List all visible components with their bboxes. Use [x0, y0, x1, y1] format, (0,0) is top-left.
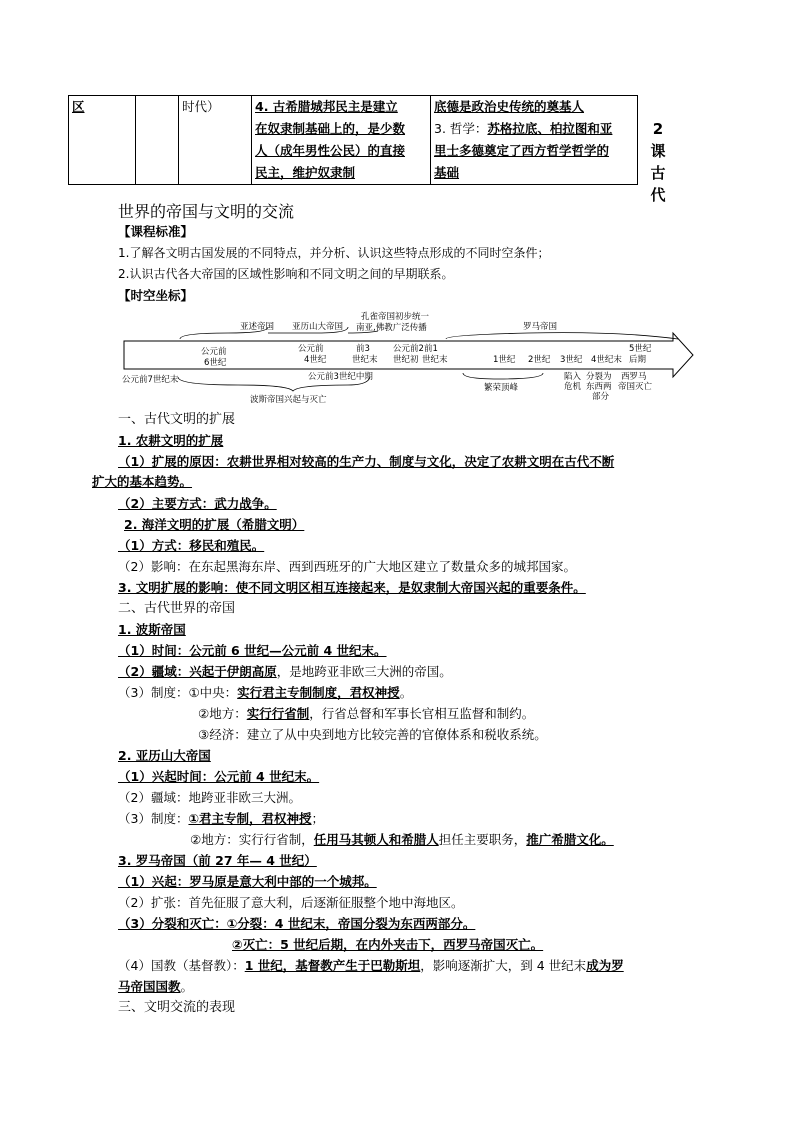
- timeline-label: 分裂为: [586, 372, 612, 382]
- timeline-label: 波斯帝国兴起与灭亡: [250, 395, 327, 405]
- body-line: [118, 956, 624, 976]
- text-span: 马帝国国教: [118, 979, 181, 994]
- side-title-char: 古: [650, 164, 666, 182]
- text-span: ，行省总督和军事长官相互监督和制约。: [309, 706, 535, 721]
- timeline-label: 陷入: [564, 372, 582, 382]
- text-span: ①君主专制，君权神授: [188, 811, 312, 826]
- timeline-label: 3世纪: [560, 355, 583, 365]
- body-line: 3. 文明扩展的影响：使不同文明区相互连接起来，是奴隶制大帝国兴起的重要条件。: [118, 580, 586, 595]
- side-title: [648, 118, 668, 206]
- timeline-label: 世纪末: [422, 355, 448, 365]
- body-line: （2）主要方式：武力战争。: [118, 496, 277, 511]
- page-title: 世界的帝国与文明的交流: [118, 202, 295, 221]
- timeline-label: 2世纪: [528, 355, 551, 365]
- body-line: （1）兴起时间：公元前 4 世纪末。: [118, 769, 320, 784]
- subsection-heading: 1. 农耕文明的扩展: [118, 433, 224, 448]
- side-title-char: 代: [650, 186, 666, 204]
- timeline-label: 世纪初: [393, 355, 419, 365]
- section-heading: 一、古代文明的扩展: [118, 412, 236, 427]
- text-span: ；: [311, 811, 325, 826]
- body-line: （3）分裂和灭亡：①分裂：4 世纪末，帝国分裂为东西两部分。: [118, 916, 476, 931]
- body-line: [118, 662, 452, 682]
- timeline-label: 公元前: [201, 347, 227, 357]
- standard-heading: 【课程标准】: [118, 224, 194, 239]
- body-line: （2）扩张：首先征服了意大利，后逐渐征服整个地中海地区。: [118, 895, 464, 910]
- subsection-heading: 2. 亚历山大帝国: [118, 748, 211, 763]
- brace-rome: [446, 333, 678, 339]
- table-cell-era: [179, 96, 252, 185]
- timeline-diagram: [118, 305, 698, 405]
- standard-item: 2.认识古代各大帝国的区域性影响和不同文明之间的早期联系。: [118, 267, 454, 281]
- timeline-label: 公元前3世纪中期: [308, 372, 373, 382]
- timeline-label: 孔雀帝国初步统一: [361, 312, 430, 322]
- timeline-label: 4世纪末: [591, 355, 622, 365]
- body-line: ②灭亡：5 世纪后期，在内外夹击下，西罗马帝国灭亡。: [232, 937, 544, 952]
- timeline-label: 5世纪: [629, 344, 652, 354]
- timeline-label: 部分: [592, 392, 610, 402]
- table-cell-philosophy: [431, 96, 638, 185]
- timeline-label: 南亚,佛教广泛传播: [356, 323, 427, 333]
- timeline-label: 后期: [629, 355, 647, 365]
- side-title-char: 2: [652, 120, 664, 138]
- section-heading: 二、古代世界的帝国: [118, 601, 236, 616]
- timeline-label: 世纪末: [352, 355, 378, 365]
- timeline-label: 公元前2: [393, 344, 424, 354]
- timeline-label: 前3: [356, 344, 370, 354]
- timeline-label: 亚述帝国: [240, 322, 275, 332]
- timeline-label: 6世纪: [204, 358, 227, 368]
- body-line: （1）兴起：罗马原是意大利中部的一个城邦。: [118, 874, 377, 889]
- timeline-label: 西罗马: [621, 372, 647, 382]
- subsection-heading: 2. 海洋文明的扩展（希腊文明）: [124, 517, 305, 532]
- timeline-label: 公元前7世纪末: [122, 375, 179, 385]
- table-cell-text: 时代）: [182, 99, 220, 114]
- text-span: （3）制度：①中央：: [118, 685, 238, 700]
- table-cell-line: 在奴隶制基础上的，是少数: [255, 121, 406, 136]
- summary-table: [68, 95, 638, 185]
- timeline-heading: 【时空坐标】: [118, 288, 194, 303]
- body-line: ③经济：建立了从中央到地方比较完善的官僚体系和税收系统。: [198, 727, 547, 742]
- body-line: [190, 830, 614, 850]
- table-cell-line: 人（成年男性公民）的直接: [255, 143, 406, 158]
- text-span: 1 世纪，基督教产生于巴勒斯坦: [244, 958, 421, 973]
- table-cell-text: 区: [72, 99, 85, 114]
- text-span: （4）国教（基督教）：: [118, 958, 245, 973]
- table-cell-line: 4. 古希腊城邦民主是建立: [255, 99, 398, 114]
- standard-item: 1.了解各文明古国发展的不同特点，并分析、认识这些特点形成的不同时空条件；: [118, 246, 550, 260]
- table-cell-text: 苏格拉底、柏拉图和亚: [487, 121, 613, 136]
- body-line: 扩大的基本趋势。: [92, 474, 193, 489]
- section-heading: 三、文明交流的表现: [118, 1000, 236, 1015]
- table-cell-line: 基础: [434, 165, 460, 180]
- brace-prosperity: [463, 373, 543, 379]
- timeline-label: 亚历山大帝国: [292, 322, 344, 332]
- body-line: [118, 683, 412, 703]
- text-span: 担任主要职务，: [438, 832, 527, 847]
- timeline-label: 东西两: [586, 382, 612, 392]
- body-line: [198, 704, 534, 724]
- body-line: （1）扩展的原因：农耕世界相对较高的生产力、制度与文化，决定了农耕文明在古代不断: [118, 454, 615, 469]
- text-span: 。: [180, 979, 194, 994]
- side-title-char: 课: [650, 142, 666, 160]
- timeline-label: 繁荣顶峰: [484, 383, 519, 393]
- table-cell-line: 底德是政治史传统的奠基人: [434, 99, 585, 114]
- timeline-label: 4世纪: [304, 355, 327, 365]
- text-span: ，影响逐渐扩大，到 4 世纪末: [420, 958, 587, 973]
- table-cell-text: 3. 哲学：: [434, 121, 488, 136]
- text-span: （3）制度：: [118, 811, 189, 826]
- body-line: （1）方式：移民和殖民。: [118, 538, 265, 553]
- table-cell-democracy: [252, 96, 431, 185]
- text-span: ，是地跨亚非欧三大洲的帝国。: [276, 664, 452, 679]
- body-line: [118, 809, 324, 829]
- subsection-heading: 1. 波斯帝国: [118, 622, 186, 637]
- text-span: ②地方：实行行省制，: [190, 832, 314, 847]
- text-span: 。: [399, 685, 413, 700]
- table-cell-line: [434, 118, 634, 140]
- text-span: 实行行省制: [246, 706, 310, 721]
- timeline-label: 公元前: [298, 344, 324, 354]
- text-span: 推广希腊文化。: [526, 832, 614, 847]
- subsection-heading: 3. 罗马帝国（前 27 年— 4 世纪）: [118, 853, 317, 868]
- timeline-label: 罗马帝国: [523, 322, 558, 332]
- body-line: （1）时间：公元前 6 世纪—公元前 4 世纪末。: [118, 643, 387, 658]
- text-span: 成为罗: [586, 958, 624, 973]
- table-cell-line: 里士多德奠定了西方哲学哲学的: [434, 143, 610, 158]
- timeline-label: 危机: [564, 382, 582, 392]
- timeline-label: 前1: [424, 344, 438, 354]
- body-line: （2）影响：在东起黑海东岸、西到西班牙的广大地区建立了数量众多的城邦国家。: [118, 559, 576, 574]
- timeline-label: 帝国灭亡: [618, 382, 653, 392]
- table-cell-line: 民主，维护奴隶制: [255, 165, 356, 180]
- text-span: ②地方：: [198, 706, 247, 721]
- table-cell-region: [69, 96, 136, 185]
- timeline-label: 1世纪: [493, 355, 516, 365]
- text-span: 实行君主专制制度，君权神授: [237, 685, 400, 700]
- body-line: （2）疆域：地跨亚非欧三大洲。: [118, 790, 301, 805]
- table-cell-empty: [136, 96, 179, 185]
- text-span: （2）疆域：兴起于伊朗高原: [118, 664, 277, 679]
- text-span: 任用马其顿人和希腊人: [313, 832, 439, 847]
- body-line: [118, 977, 193, 997]
